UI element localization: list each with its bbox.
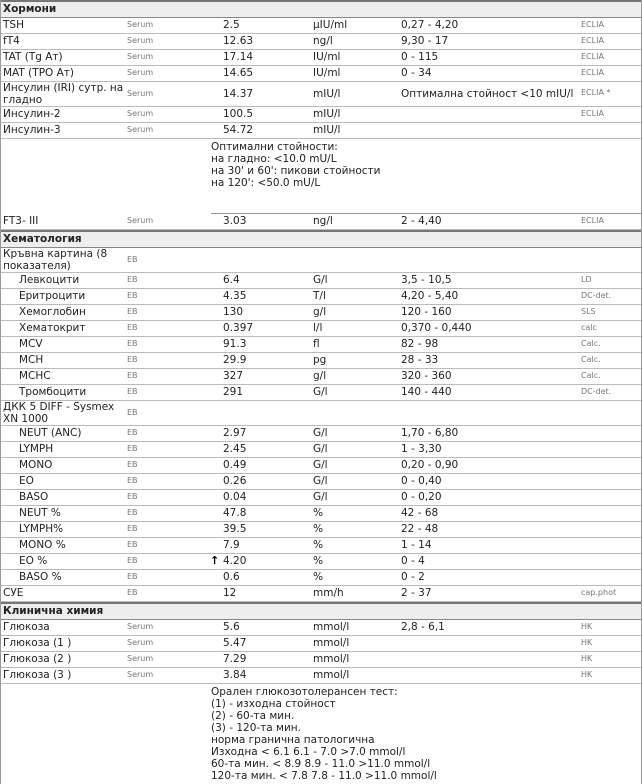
reference-range: 82 - 98 bbox=[401, 338, 439, 350]
specimen: EB bbox=[127, 492, 138, 501]
result-value: 3.03 bbox=[223, 215, 247, 227]
test-name: Тромбоцити bbox=[19, 386, 87, 398]
test-name: FT3- III bbox=[3, 215, 39, 227]
specimen: Serum bbox=[127, 109, 154, 118]
result-value: 7.9 bbox=[223, 539, 240, 551]
method: ECLIA * bbox=[581, 88, 611, 97]
method: DC-det. bbox=[581, 387, 612, 396]
method: SLS bbox=[581, 307, 596, 316]
result-value: 5.47 bbox=[223, 637, 247, 649]
specimen: EB bbox=[127, 387, 138, 396]
unit: µIU/ml bbox=[313, 19, 348, 31]
note-line: (3) - 120-та мин. bbox=[211, 722, 302, 734]
result-value: 7.29 bbox=[223, 653, 247, 665]
specimen: EB bbox=[127, 339, 138, 348]
result-row bbox=[1, 458, 641, 474]
reference-range: 0 - 0,20 bbox=[401, 491, 442, 503]
reference-range: 2 - 4,40 bbox=[401, 215, 442, 227]
unit: mIU/l bbox=[313, 124, 341, 136]
specimen: EB bbox=[127, 323, 138, 332]
test-name: NEUT % bbox=[19, 507, 61, 519]
test-name: Кръвна картина (8 показателя) bbox=[3, 248, 108, 272]
reference-range: 0 - 0,40 bbox=[401, 475, 442, 487]
specimen: EB bbox=[127, 408, 138, 417]
test-name: NEUT (ANC) bbox=[19, 427, 82, 439]
test-name: MAT (TPO Ат) bbox=[3, 67, 75, 79]
method: DC-det. bbox=[581, 291, 612, 300]
result-row bbox=[1, 586, 641, 602]
result-value: 0.04 bbox=[223, 491, 247, 503]
result-row bbox=[1, 652, 641, 668]
unit: mmol/l bbox=[313, 669, 350, 681]
result-value: 130 bbox=[223, 306, 244, 318]
test-name: LYMPH% bbox=[19, 523, 64, 535]
note-lines bbox=[211, 141, 380, 189]
note-line: на 30' и 60': пикови стойности bbox=[211, 165, 381, 177]
unit: G/l bbox=[313, 386, 328, 398]
test-name: Хемоглобин bbox=[19, 306, 86, 318]
specimen: Serum bbox=[127, 20, 154, 29]
test-name: TAT (Tg Ат) bbox=[3, 51, 63, 63]
note-line: норма гранична патологична bbox=[211, 734, 375, 746]
method: ECLIA bbox=[581, 36, 604, 45]
note-line: Орален глюкозотолерансен тест: bbox=[211, 686, 398, 698]
note-line: (1) - изходна стойност bbox=[211, 698, 336, 710]
reference-range: 3,5 - 10,5 bbox=[401, 274, 452, 286]
specimen: EB bbox=[127, 460, 138, 469]
specimen: Serum bbox=[127, 52, 154, 61]
method: ECLIA bbox=[581, 216, 604, 225]
method: Calc. bbox=[581, 339, 601, 348]
section-header: Клинична химия bbox=[1, 602, 641, 620]
result-value: 327 bbox=[223, 370, 244, 382]
result-row bbox=[1, 214, 641, 230]
note-lines bbox=[211, 686, 437, 782]
specimen: Serum bbox=[127, 638, 154, 647]
reference-range: 42 - 68 bbox=[401, 507, 439, 519]
result-row bbox=[1, 321, 641, 337]
result-row bbox=[1, 538, 641, 554]
test-name: Инсулин (IRI) сутр. на гладно bbox=[3, 82, 124, 106]
result-row bbox=[1, 34, 641, 50]
unit: G/l bbox=[313, 443, 328, 455]
unit: % bbox=[313, 539, 323, 551]
result-row bbox=[1, 554, 641, 570]
method: HK bbox=[581, 622, 593, 631]
specimen: EB bbox=[127, 572, 138, 581]
test-name: TSH bbox=[3, 19, 24, 31]
unit: % bbox=[313, 571, 323, 583]
unit: G/l bbox=[313, 475, 328, 487]
result-row bbox=[1, 66, 641, 82]
reference-range: 28 - 33 bbox=[401, 354, 439, 366]
result-value: 29.9 bbox=[223, 354, 247, 366]
reference-range: 4,20 - 5,40 bbox=[401, 290, 459, 302]
unit: G/l bbox=[313, 459, 328, 471]
note-block bbox=[1, 139, 641, 214]
result-row bbox=[1, 369, 641, 385]
result-row bbox=[1, 273, 641, 289]
test-name: MONO % bbox=[19, 539, 66, 551]
result-value: 0.26 bbox=[223, 475, 247, 487]
result-row bbox=[1, 107, 641, 123]
result-value: 14.37 bbox=[223, 88, 254, 100]
test-name: Глюкоза bbox=[3, 621, 50, 633]
test-name: Инсулин-2 bbox=[3, 108, 61, 120]
test-name: Еритроцити bbox=[19, 290, 86, 302]
result-value: 2.45 bbox=[223, 443, 247, 455]
result-value: 291 bbox=[223, 386, 244, 398]
test-name: MCV bbox=[19, 338, 43, 350]
unit: mmol/l bbox=[313, 653, 350, 665]
result-value: 12.63 bbox=[223, 35, 254, 47]
method: ECLIA bbox=[581, 20, 604, 29]
reference-range: 1,70 - 6,80 bbox=[401, 427, 459, 439]
unit: mIU/l bbox=[313, 88, 341, 100]
test-name: MONO bbox=[19, 459, 53, 471]
reference-range: 0 - 2 bbox=[401, 571, 425, 583]
test-name: EO % bbox=[19, 555, 48, 567]
reference-range: 1 - 14 bbox=[401, 539, 432, 551]
unit: fl bbox=[313, 338, 320, 350]
specimen: Serum bbox=[127, 654, 154, 663]
note-line: 60-та мин. < 8.9 8.9 - 11.0 >11.0 mmol/l bbox=[211, 758, 431, 770]
reference-range: 320 - 360 bbox=[401, 370, 452, 382]
result-row bbox=[1, 50, 641, 66]
test-name: Глюкоза (1 ) bbox=[3, 637, 72, 649]
reference-range: 2,8 - 6,1 bbox=[401, 621, 445, 633]
result-value: 0.49 bbox=[223, 459, 247, 471]
specimen: Serum bbox=[127, 89, 154, 98]
test-name: BASO % bbox=[19, 571, 62, 583]
reference-range: Оптимална стойност <10 mIU/l bbox=[401, 88, 574, 100]
reference-range: 140 - 440 bbox=[401, 386, 452, 398]
section-header: Хематология bbox=[1, 230, 641, 248]
specimen: EB bbox=[127, 428, 138, 437]
method: Calc. bbox=[581, 355, 601, 364]
specimen: Serum bbox=[127, 125, 154, 134]
unit: IU/ml bbox=[313, 67, 341, 79]
test-name: ДКК 5 DIFF - Sysmex XN 1000 bbox=[3, 401, 115, 425]
result-row bbox=[1, 337, 641, 353]
result-value: 4.35 bbox=[223, 290, 247, 302]
specimen: Serum bbox=[127, 622, 154, 631]
specimen: Serum bbox=[127, 670, 154, 679]
reference-range: 0,27 - 4,20 bbox=[401, 19, 459, 31]
specimen: EB bbox=[127, 307, 138, 316]
specimen: EB bbox=[127, 444, 138, 453]
reference-range: 0 - 4 bbox=[401, 555, 425, 567]
unit: % bbox=[313, 555, 323, 567]
result-value: 91.3 bbox=[223, 338, 247, 350]
specimen: Serum bbox=[127, 216, 154, 225]
test-name: LYMPH bbox=[19, 443, 54, 455]
specimen: EB bbox=[127, 556, 138, 565]
unit: mm/h bbox=[313, 587, 344, 599]
specimen: EB bbox=[127, 291, 138, 300]
specimen: EB bbox=[127, 588, 138, 597]
result-row bbox=[1, 123, 641, 139]
unit: mmol/l bbox=[313, 637, 350, 649]
note-line: на 120': <50.0 mU/L bbox=[211, 177, 321, 189]
unit: g/l bbox=[313, 306, 327, 318]
test-name: Хематокрит bbox=[19, 322, 86, 334]
result-value: 47.8 bbox=[223, 507, 247, 519]
reference-range: 9,30 - 17 bbox=[401, 35, 449, 47]
unit: l/l bbox=[313, 322, 323, 334]
reference-range: 120 - 160 bbox=[401, 306, 452, 318]
unit: g/l bbox=[313, 370, 327, 382]
result-row bbox=[1, 506, 641, 522]
result-row bbox=[1, 426, 641, 442]
unit: % bbox=[313, 523, 323, 535]
unit: % bbox=[313, 507, 323, 519]
unit: pg bbox=[313, 354, 327, 366]
result-row bbox=[1, 474, 641, 490]
test-name: EO bbox=[19, 475, 34, 487]
test-name: BASO bbox=[19, 491, 49, 503]
result-row bbox=[1, 248, 641, 273]
unit: G/l bbox=[313, 427, 328, 439]
result-row bbox=[1, 289, 641, 305]
reference-range: 2 - 37 bbox=[401, 587, 432, 599]
unit: ng/l bbox=[313, 215, 333, 227]
test-name: Левкоцити bbox=[19, 274, 80, 286]
result-value: 0.397 bbox=[223, 322, 254, 334]
result-row bbox=[1, 401, 641, 426]
result-row bbox=[1, 353, 641, 369]
method: ECLIA bbox=[581, 68, 604, 77]
specimen: EB bbox=[127, 524, 138, 533]
result-value: 17.14 bbox=[223, 51, 254, 63]
result-row bbox=[1, 668, 641, 684]
reference-range: 0 - 115 bbox=[401, 51, 439, 63]
test-name: Глюкоза (2 ) bbox=[3, 653, 72, 665]
method: LD bbox=[581, 275, 592, 284]
test-name: MCH bbox=[19, 354, 44, 366]
note-block bbox=[1, 684, 641, 784]
result-value: 6.4 bbox=[223, 274, 240, 286]
result-row bbox=[1, 305, 641, 321]
test-name: СУЕ bbox=[3, 587, 24, 599]
result-value: 39.5 bbox=[223, 523, 247, 535]
result-value: 14.65 bbox=[223, 67, 254, 79]
result-value: 3.84 bbox=[223, 669, 247, 681]
result-row bbox=[1, 385, 641, 401]
test-name: fT4 bbox=[3, 35, 20, 47]
unit: T/l bbox=[313, 290, 326, 302]
unit: G/l bbox=[313, 491, 328, 503]
note-line: Изходна < 6.1 6.1 - 7.0 >7.0 mmol/l bbox=[211, 746, 406, 758]
result-value: 12 bbox=[223, 587, 237, 599]
test-name: Глюкоза (3 ) bbox=[3, 669, 72, 681]
reference-range: 1 - 3,30 bbox=[401, 443, 442, 455]
unit: ng/l bbox=[313, 35, 333, 47]
specimen: EB bbox=[127, 508, 138, 517]
result-row bbox=[1, 18, 641, 34]
method: HK bbox=[581, 670, 593, 679]
result-row bbox=[1, 490, 641, 506]
method: HK bbox=[581, 638, 593, 647]
method: cap.phot bbox=[581, 588, 617, 597]
note-line: (2) - 60-та мин. bbox=[211, 710, 295, 722]
specimen: Serum bbox=[127, 68, 154, 77]
note-line: Оптимални стойности: bbox=[211, 141, 338, 153]
test-name: MCHC bbox=[19, 370, 51, 382]
section-header: Хормони bbox=[1, 0, 641, 18]
reference-range: 0,20 - 0,90 bbox=[401, 459, 459, 471]
reference-range: 22 - 48 bbox=[401, 523, 439, 535]
result-value: 4.20 bbox=[223, 555, 247, 567]
specimen: EB bbox=[127, 540, 138, 549]
unit: G/l bbox=[313, 274, 328, 286]
arrow-up-icon: ↑ bbox=[210, 554, 220, 567]
result-value: 2.97 bbox=[223, 427, 247, 439]
result-row bbox=[1, 522, 641, 538]
unit: mIU/l bbox=[313, 108, 341, 120]
result-value: 0.6 bbox=[223, 571, 240, 583]
specimen: Serum bbox=[127, 36, 154, 45]
specimen: EB bbox=[127, 275, 138, 284]
result-value: 54.72 bbox=[223, 124, 254, 136]
result-value: 100.5 bbox=[223, 108, 254, 120]
method: calc bbox=[581, 323, 597, 332]
result-value: 2.5 bbox=[223, 19, 240, 31]
specimen: EB bbox=[127, 355, 138, 364]
reference-range: 0,370 - 0,440 bbox=[401, 322, 472, 334]
specimen: EB bbox=[127, 255, 138, 264]
specimen: EB bbox=[127, 371, 138, 380]
result-row bbox=[1, 620, 641, 636]
note-line: на гладно: <10.0 mU/L bbox=[211, 153, 337, 165]
note-line: 120-та мин. < 7.8 7.8 - 11.0 >11.0 mmol/l bbox=[211, 770, 437, 782]
result-row bbox=[1, 82, 641, 107]
result-value: 5.6 bbox=[223, 621, 240, 633]
unit: IU/ml bbox=[313, 51, 341, 63]
result-row bbox=[1, 442, 641, 458]
result-row bbox=[1, 636, 641, 652]
reference-range: 0 - 34 bbox=[401, 67, 432, 79]
test-name: Инсулин-3 bbox=[3, 124, 61, 136]
method: ECLIA bbox=[581, 52, 604, 61]
unit: mmol/l bbox=[313, 621, 350, 633]
method: Calc. bbox=[581, 371, 601, 380]
method: ECLIA bbox=[581, 109, 604, 118]
specimen: EB bbox=[127, 476, 138, 485]
result-row bbox=[1, 570, 641, 586]
method: HK bbox=[581, 654, 593, 663]
